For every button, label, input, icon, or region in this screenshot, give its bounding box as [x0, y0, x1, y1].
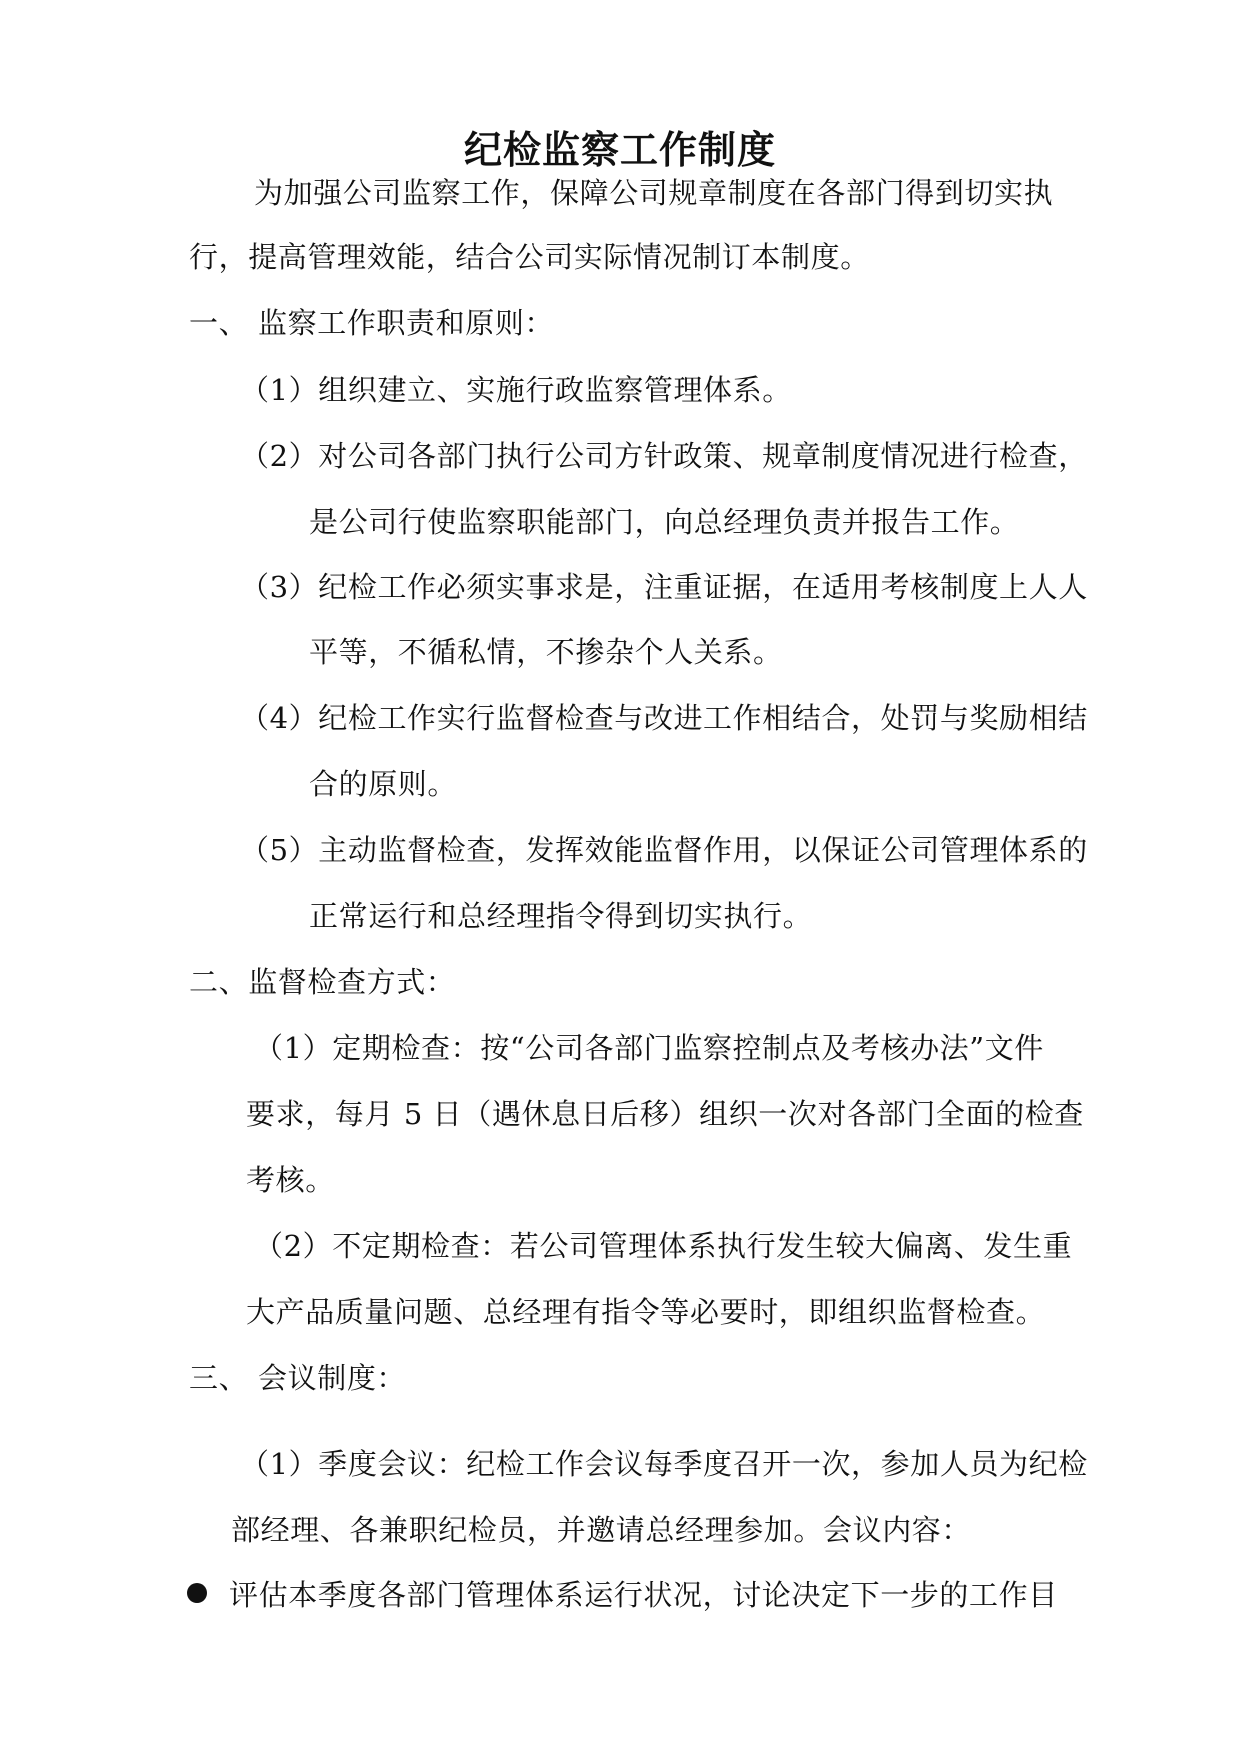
section-heading: 一、 监察工作职责和原则： — [189, 306, 555, 340]
list-item-continuation: 是公司行使监察职能部门，向总经理负责并报告工作。 — [309, 505, 1020, 539]
list-item-continuation: 部经理、各兼职纪检员，并邀请总经理参加。会议内容： — [231, 1513, 972, 1547]
list-item: （1）定期检查：按“公司各部门监察控制点及考核办法”文件 — [254, 1031, 1044, 1065]
list-item-continuation: 正常运行和总经理指令得到切实执行。 — [309, 899, 813, 933]
list-item: （1）组织建立、实施行政监察管理体系。 — [240, 373, 792, 407]
text-line: 行，提高管理效能，结合公司实际情况制订本制度。 — [189, 240, 870, 274]
list-item: （2）对公司各部门执行公司方针政策、规章制度情况进行检查， — [240, 439, 1088, 473]
list-item-continuation: 考核。 — [246, 1163, 335, 1197]
list-item-continuation: 大产品质量问题、总经理有指令等必要时，即组织监督检查。 — [246, 1295, 1046, 1329]
text-line: 为加强公司监察工作，保障公司规章制度在各部门得到切实执 — [254, 176, 1054, 210]
list-item: （5）主动监督检查，发挥效能监督作用，以保证公司管理体系的 — [240, 833, 1088, 867]
section-heading: 二、监督检查方式： — [189, 965, 456, 999]
list-item: （2）不定期检查：若公司管理体系执行发生较大偏离、发生重 — [254, 1229, 1073, 1263]
section-heading: 三、 会议制度： — [189, 1361, 407, 1395]
list-item: （3）纪检工作必须实事求是，注重证据，在适用考核制度上人人 — [240, 570, 1088, 604]
list-item-continuation: 平等，不循私情，不掺杂个人关系。 — [309, 635, 783, 669]
document-title: 纪检监察工作制度 — [463, 127, 776, 172]
bullet-icon — [187, 1583, 207, 1603]
list-item-continuation: 要求，每月 5 日（遇休息日后移）组织一次对各部门全面的检查 — [246, 1097, 1084, 1131]
list-item-continuation: 合的原则。 — [309, 767, 458, 801]
bullet-item: 评估本季度各部门管理体系运行状况，讨论决定下一步的工作目 — [229, 1578, 1058, 1612]
list-item: （4）纪检工作实行监督检查与改进工作相结合，处罚与奖励相结 — [240, 701, 1088, 735]
list-item: （1）季度会议：纪检工作会议每季度召开一次，参加人员为纪检 — [240, 1447, 1088, 1481]
